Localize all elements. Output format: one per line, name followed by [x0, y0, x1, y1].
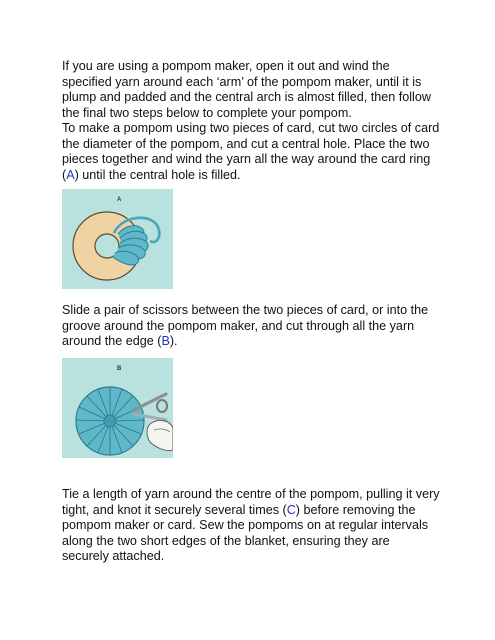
paragraph-pompom-maker: If you are using a pompom maker, open it out and wind the specified yarn around each ‘arm’ of the pompom maker, until it is plump and padded and the central arch is almost filled, then follow the final two steps below to complete your pompom. — [62, 59, 431, 120]
pompom-centre — [104, 415, 116, 427]
scissors-illustration — [62, 358, 173, 458]
paragraph-text: Tie a length of yarn around the centre of the pompom, pulling it very tight, and knot it securely several times ( — [62, 487, 440, 517]
card-ring-illustration — [62, 189, 173, 289]
figure-b-scissors — [62, 358, 173, 458]
paragraph-text: ) before removing the pompom maker or card. Sew the pompoms on at regular intervals along the two short edges of the blanket, ensuring they are securely attached. — [62, 502, 429, 563]
figure-label-a: A — [117, 197, 122, 203]
figure-ref-c: C — [286, 502, 296, 517]
paragraph-card-method — [62, 121, 440, 183]
paragraph-text: ) until the central hole is filled. — [74, 167, 241, 182]
paragraph-text: Slide a pair of scissors between the two pieces of card, or into the groove around the pompom maker, and cut through all the yarn around the edge ( — [62, 303, 429, 348]
figure-ref-b: B — [161, 334, 170, 348]
figure-label-b: B — [117, 366, 122, 372]
paragraph-tie-pompom — [62, 487, 440, 565]
paragraph-text: To make a pompom using two pieces of card, cut two circles of card the diameter of the pompom, and cut a central hole. Place the two pieces together and wind the yarn all the way around the card ring ( — [62, 121, 440, 182]
paragraph-cut-yarn — [62, 303, 440, 350]
hand — [147, 421, 173, 451]
figure-a-card-ring — [62, 189, 173, 289]
paragraph-text: ). — [169, 334, 178, 348]
figure-ref-a: A — [66, 167, 75, 182]
